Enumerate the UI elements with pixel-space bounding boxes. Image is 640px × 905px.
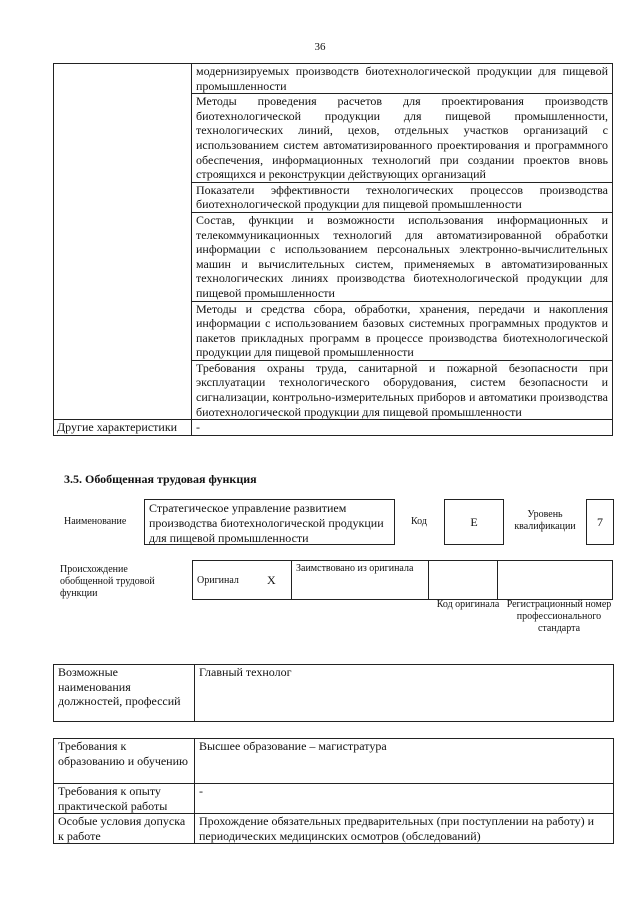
gtf-name-label: Наименование <box>64 516 127 527</box>
page-number: 36 <box>314 41 326 53</box>
jobs-table <box>53 664 614 722</box>
knowledge-text: модернизируемых производств биотехнологической продукции для пищевой промышленности <box>192 64 613 94</box>
origin-table <box>192 560 613 600</box>
experience-value: - <box>195 784 614 814</box>
section-heading: 3.5. Обобщенная трудовая функция <box>64 472 257 486</box>
gtf-level-value: 7 <box>586 499 614 545</box>
origin-label: Происхождение обобщенной трудовой функции <box>60 564 155 599</box>
admission-value: Прохождение обязательных предварительных (при поступлении на работу) и периодических медицинских осмотров (обследований) <box>195 814 614 844</box>
origin-original-label: Оригинал <box>193 561 264 600</box>
table-row <box>54 665 614 722</box>
table-row <box>193 561 613 600</box>
gtf-code-value: E <box>444 499 504 545</box>
origin-borrowed-label: Заимствовано из оригинала <box>292 561 429 600</box>
origin-original-mark: X <box>263 561 292 600</box>
origin-code-caption: Код оригинала <box>436 599 500 610</box>
gtf-level-label: Уровень квалификации <box>514 509 576 532</box>
knowledge-text: Методы и средства сбора, обработки, хранения, передачи и накопления информации с использованием базовых системных программных продуктов и пакетов прикладных программ в процессе производства биотехнологической продукции для пищевой промышленности <box>192 301 613 360</box>
experience-label: Требования к опыту практической работы <box>54 784 195 814</box>
other-characteristics-value: - <box>192 420 613 436</box>
education-label: Требования к образованию и обучению <box>54 739 195 784</box>
requirements-table <box>53 738 614 844</box>
origin-code-cell <box>429 561 498 600</box>
admission-label: Особые условия допуска к работе <box>54 814 195 844</box>
knowledge-text: Требования охраны труда, санитарной и пожарной безопасности при эксплуатации технологического оборудования, систем безопасности и сигнализации, контрольно-измерительных приборов и автоматики производства биотехнологической продукции для пищевой промышленности <box>192 360 613 419</box>
table-row <box>54 784 614 814</box>
knowledge-table <box>53 63 613 436</box>
table-row <box>54 739 614 784</box>
jobs-value: Главный технолог <box>195 665 614 722</box>
knowledge-label-cell <box>54 64 192 420</box>
origin-reg-caption: Регистрационный номер профессионального стандарта <box>506 599 612 634</box>
table-row <box>54 64 613 94</box>
knowledge-text: Методы проведения расчетов для проектирования производств биотехнологической продукции для пищевой промышленности, технологических линий, цехов, отдельных участков организаций с использованием систем автоматизированного проектирования и программного обеспечения, информационных технологий при создании проектов вновь строящихся и реконструкции действующих организаций <box>192 94 613 183</box>
origin-reg-cell <box>498 561 613 600</box>
gtf-name-value: Стратегическое управление развитием производства биотехнологической продукции для пищевой промышленности <box>144 499 395 545</box>
other-characteristics-label: Другие характеристики <box>54 420 192 436</box>
knowledge-text: Показатели эффективности технологических процессов производства биотехнологической продукции для пищевой промышленности <box>192 182 613 212</box>
gtf-code-label: Код <box>411 516 427 527</box>
education-value: Высшее образование – магистратура <box>195 739 614 784</box>
table-row <box>54 814 614 844</box>
table-row <box>54 420 613 436</box>
jobs-label: Возможные наименования должностей, профессий <box>54 665 195 722</box>
knowledge-text: Состав, функции и возможности использования информационных и телекоммуникационных технологий для автоматизированной обработки информации с использованием персональных электронно-вычислительных машин и вычислительных систем, применяемых в автоматизированных технологических линиях производства биотехнологической продукции для пищевой промышленности <box>192 212 613 301</box>
